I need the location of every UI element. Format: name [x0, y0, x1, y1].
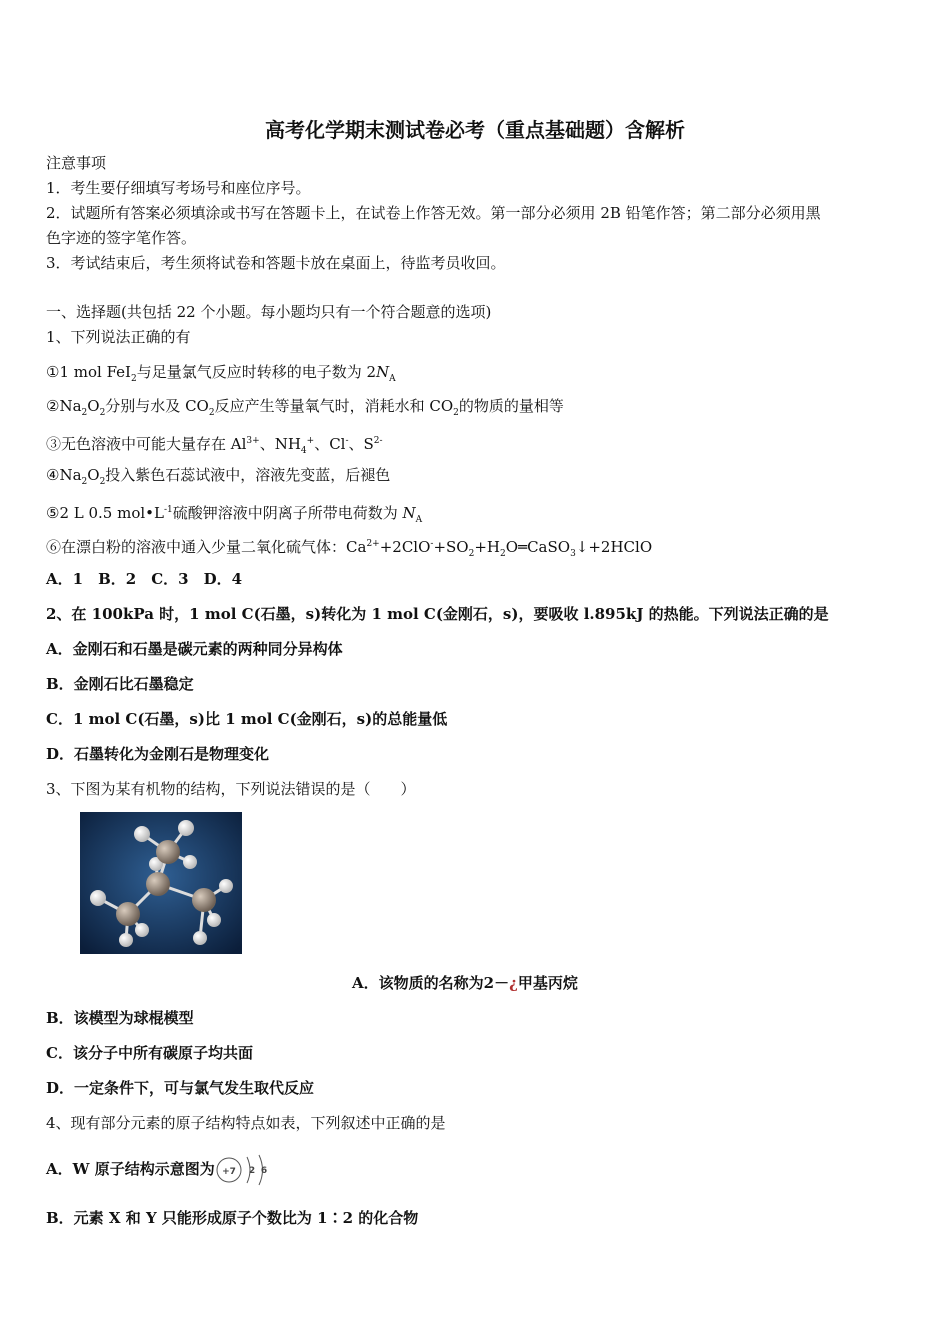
q1-statement-2: $②Na_2O_2$分别与水及 $CO_2$反应产生等量氧气时，消耗水和 $CO_2$的物质的量相等: [46, 397, 564, 418]
ball-and-stick-model-image: [80, 812, 242, 954]
q3-option-a: A．该物质的名称为2－¿甲基丙烷: [352, 974, 578, 992]
q3-option-c: C．该分子中所有碳原子均共面: [46, 1044, 253, 1062]
q2-option-b: B．金刚石比石墨稳定: [46, 675, 194, 693]
shell-1-count: 2: [248, 1166, 255, 1176]
q2-option-d: D．石墨转化为金刚石是物理变化: [46, 745, 270, 763]
q3-stem: 3、下图为某有机物的结构，下列说法错误的是（ ）: [46, 780, 416, 798]
atom-structure-diagram: [215, 1151, 271, 1189]
q2-option-c: C．1 mol C(石墨，s)比 1 mol C(金刚石，s)的总能量低: [46, 710, 448, 728]
section-heading: 一、选择题(共包括 22 个小题。每小题均只有一个符合题意的选项): [46, 303, 492, 321]
q1-statement-1: ①1 mol FeI$_2$与足量氯气反应时转移的电子数为 $2N_A$: [46, 363, 396, 384]
q4-option-a: A．W 原子结构示意图为 +7 2 6: [46, 1150, 271, 1189]
nucleus-charge: +7: [221, 1167, 236, 1177]
q3-option-b: B．该模型为球棍模型: [46, 1009, 194, 1027]
q1-statement-4: $④Na_2O_2$投入紫色石蕊试液中，溶液先变蓝，后褪色: [46, 466, 391, 487]
q3-option-d: D．一定条件下，可与氯气发生取代反应: [46, 1079, 315, 1097]
shell-2-count: 6: [260, 1166, 267, 1176]
q1-statement-5: ⑤2 L 0.5 $mol•L^{-1}$硫酸钾溶液中阴离子所带电荷数为 $N_A$: [46, 504, 423, 525]
notice-item-3: 3．考试结束后，考生须将试卷和答题卡放在桌面上，待监考员收回。: [46, 254, 506, 272]
page-title: 高考化学期末测试卷必考（重点基础题）含解析: [265, 118, 685, 142]
q2-stem: 2、在 100kPa 时，1 mol C(石墨，s)转化为 1 mol C(金刚石，s)，要吸收 l.895kJ 的热能。下列说法正确的是: [46, 605, 829, 623]
q4-option-b: B．元素 X 和 Y 只能形成原子个数比为 1∶2 的化合物: [46, 1209, 419, 1227]
notice-item-1: 1．考生要仔细填写考场号和座位序号。: [46, 179, 311, 197]
q1-options: A．1 B．2 C．3 D．4: [46, 570, 243, 588]
q1-statement-3: ③无色溶液中可能大量存在 $Al^{3+}$、$NH_4^+$、Cl-、$S^{2-}$: [46, 435, 383, 456]
q4-stem: 4、现有部分元素的原子结构特点如表，下列叙述中正确的是: [46, 1114, 446, 1132]
q2-option-a: A．金刚石和石墨是碳元素的两种同分异构体: [46, 640, 343, 658]
notice-heading: 注意事项: [46, 154, 107, 172]
q1-stem: 1、下列说法正确的有: [46, 328, 191, 346]
notice-item-2-cont: 色字迹的签字笔作答。: [46, 229, 197, 247]
q1-statement-6: ⑥在漂白粉的溶液中通入少量二氧化硫气体：$Ca^{2+}+2ClO^-+SO_2+H_2O═CaSO_3↓+2HClO$: [46, 538, 653, 559]
notice-item-2: 2．试题所有答案必须填涂或书写在答题卡上，在试卷上作答无效。第一部分必须用 2B 铅笔作答；第二部分必须用黑: [46, 204, 821, 222]
